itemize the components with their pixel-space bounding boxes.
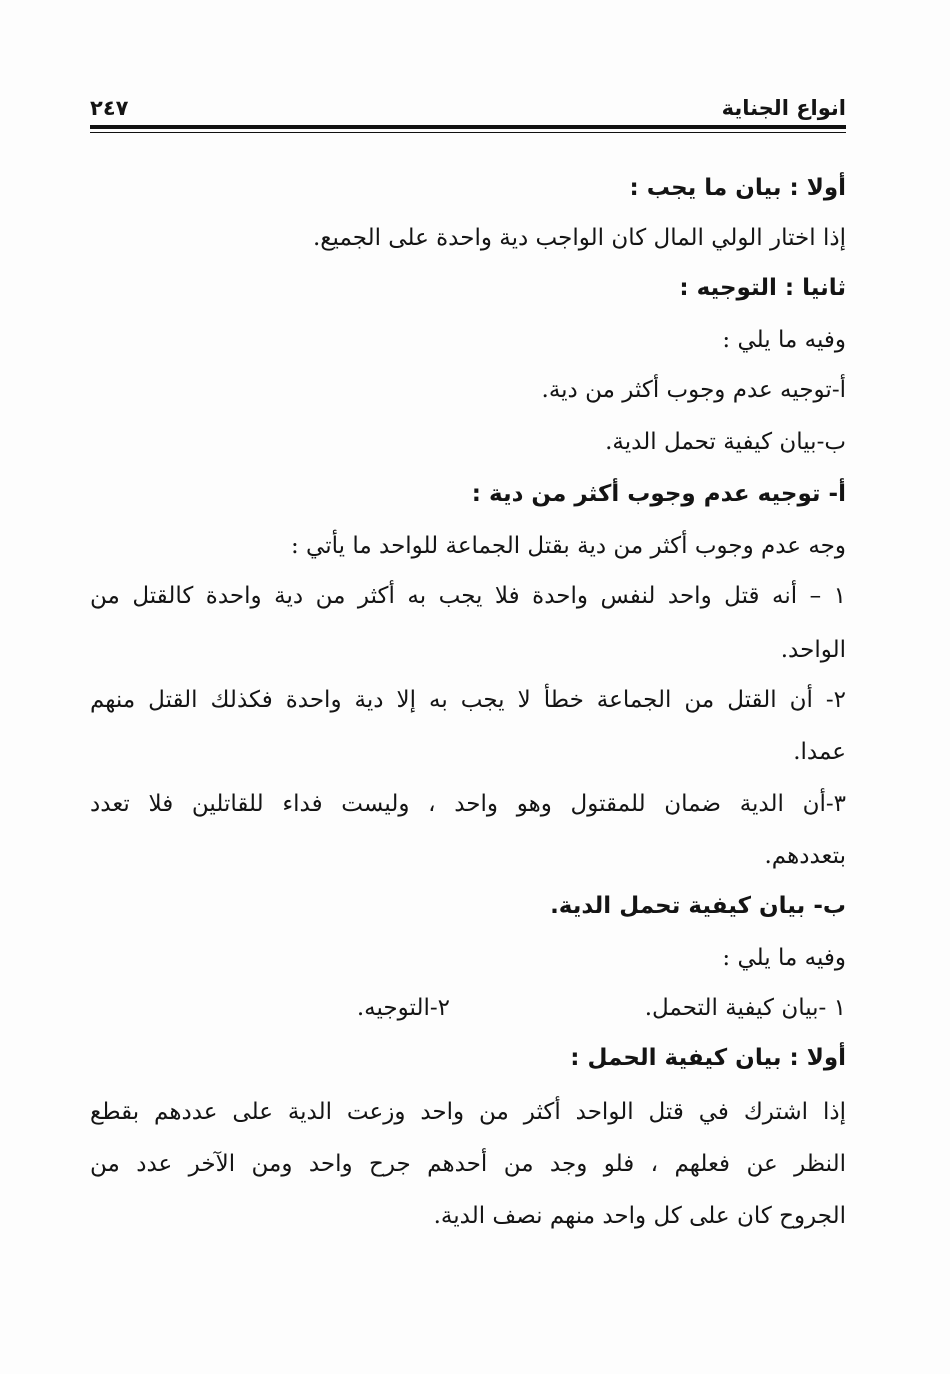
running-header [90, 94, 846, 124]
list-item: ب-بيان كيفية تحمل الدية. [605, 429, 846, 455]
list-item: ١ -بيان كيفية التحمل. [644, 995, 846, 1021]
heading-second: ثانيا : التوجيه : [679, 275, 846, 301]
paragraph-line: وفيه ما يلي : [722, 945, 846, 971]
page-number: ٢٤٧ [90, 96, 129, 120]
paragraph-line: إذا اشترك في قتل الواحد أكثر من واحد وزعت الدية على عددهم بقطع [90, 1099, 846, 1125]
paragraph-line: عمدا. [793, 739, 846, 765]
heading-first: أولا : بيان ما يجب : [629, 175, 846, 201]
paragraph-line: الواحد. [780, 637, 846, 663]
header-rule-thin [90, 132, 846, 133]
heading-section-b: ب- بيان كيفية تحمل الدية. [550, 893, 846, 919]
list-item: ٢-التوجيه. [356, 995, 450, 1021]
paragraph-line: ٣-أن الدية ضمان للمقتول وهو واحد ، وليست فداء للقاتلين فلا تعدد [90, 791, 846, 817]
heading-section-a: أ- توجيه عدم وجوب أكثر من دية : [471, 481, 846, 507]
chapter-title: انواع الجناية [721, 96, 846, 120]
paragraph-line: وجه عدم وجوب أكثر من دية بقتل الجماعة للواحد ما يأتي : [291, 533, 846, 559]
paragraph-line: الجروح كان على كل واحد منهم نصف الدية. [433, 1203, 846, 1229]
paragraph-line: النظر عن فعلهم ، فلو وجد من أحدهم جرح واحد ومن الآخر عدد من [90, 1151, 846, 1177]
paragraph-line: ٢- أن القتل من الجماعة خطأ لا يجب به إلا دية واحدة فكذلك القتل منهم [90, 687, 846, 713]
paragraph-line: إذا اختار الولي المال كان الواجب دية واحدة على الجميع. [312, 225, 846, 251]
paragraph-line: بتعددهم. [764, 843, 846, 869]
paragraph-line: وفيه ما يلي : [722, 327, 846, 353]
header-rule-thick [90, 125, 846, 129]
list-item: أ-توجيه عدم وجوب أكثر من دية. [541, 377, 846, 403]
paragraph-line: ١ – أنه قتل واحد لنفس واحدة فلا يجب به أكثر من دية واحدة كالقتل من [90, 583, 846, 609]
heading-third: أولا : بيان كيفية الحمل : [570, 1045, 846, 1071]
